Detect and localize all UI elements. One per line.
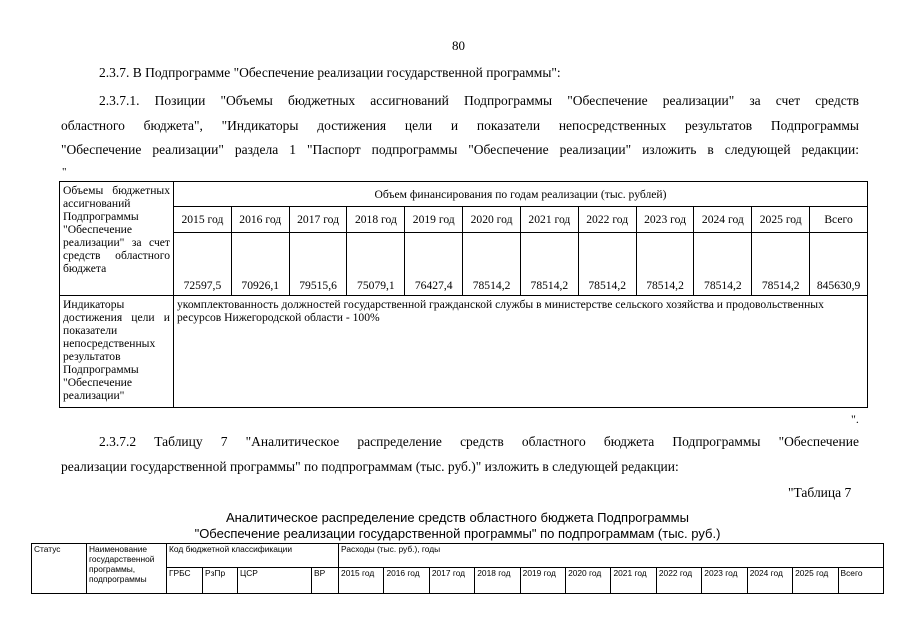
financing-header: Объем финансирования по годам реализации (тыс. рублей) <box>174 182 868 207</box>
year-cell: 2017 год <box>289 207 347 233</box>
year-col: 2023 год <box>702 568 747 594</box>
year-cell: 2023 год <box>636 207 694 233</box>
paragraph-2-3-7-2-line2: реализации государственной программы" по подпрограммам (тыс. руб.)" изложить в следующей редакции: <box>61 459 679 474</box>
code-col-grbs: ГРБС <box>167 568 203 594</box>
year-col: 2021 год <box>611 568 656 594</box>
indicators-label: Индикаторы достижения цели и показатели непосредственных результатов Подпрограммы "Обеспечение реализации" <box>60 296 174 408</box>
total-col: Всего <box>838 568 883 594</box>
value-cell: 76427,4 <box>405 233 463 296</box>
table-caption-line2: "Обеспечение реализации государственной программы" по подпрограммам (тыс. руб.) <box>194 526 721 541</box>
year-col: 2025 год <box>793 568 838 594</box>
value-cell: 79515,6 <box>289 233 347 296</box>
year-col: 2024 год <box>747 568 792 594</box>
total-value-cell: 845630,9 <box>810 233 868 296</box>
paragraph-2-3-7-1-line2: областного бюджета", "Индикаторы достижения цели и показатели непосредственных результатов Подпрограммы <box>61 118 859 133</box>
year-cell: 2019 год <box>405 207 463 233</box>
status-header: Статус <box>32 544 87 594</box>
total-header-cell: Всего <box>810 207 868 233</box>
code-header: Код бюджетной классификации <box>167 544 339 568</box>
value-cell: 78514,2 <box>578 233 636 296</box>
paragraph-2-3-7-2-line1: 2.3.7.2 Таблицу 7 "Аналитическое распределение средств областного бюджета Подпрограммы "Обеспечение <box>99 434 859 449</box>
name-header: Наименование государственной программы, подпрограммы <box>87 544 167 594</box>
year-col: 2020 год <box>566 568 611 594</box>
year-cell: 2021 год <box>520 207 578 233</box>
indicators-text: укомплектованность должностей государственной гражданской службы в министерстве сельского хозяйства и продовольственных ресурсов Нижегородской области - 100% <box>174 296 868 408</box>
page-number: 80 <box>452 38 465 53</box>
year-col: 2019 год <box>520 568 565 594</box>
year-cell: 2020 год <box>463 207 521 233</box>
code-col-vr: ВР <box>312 568 339 594</box>
year-col: 2015 год <box>339 568 384 594</box>
budget-allocation-label: Объемы бюджетных ассигнований Подпрограммы "Обеспечение реализации" за счет средств областного бюджета <box>60 182 174 296</box>
expenses-header: Расходы (тыс. руб.), годы <box>339 544 884 568</box>
open-quote: " <box>62 166 67 178</box>
passport-table <box>59 181 868 408</box>
year-cell: 2024 год <box>694 207 752 233</box>
value-cell: 78514,2 <box>463 233 521 296</box>
table-number-label: "Таблица 7 <box>788 485 852 500</box>
year-cell: 2016 год <box>231 207 289 233</box>
year-col: 2022 год <box>656 568 701 594</box>
value-cell: 75079,1 <box>347 233 405 296</box>
paragraph-2-3-7: 2.3.7. В Подпрограмме "Обеспечение реализации государственной программы": <box>99 65 561 80</box>
distribution-table <box>31 543 884 594</box>
value-cell: 78514,2 <box>520 233 578 296</box>
value-cell: 78514,2 <box>694 233 752 296</box>
year-col: 2018 год <box>475 568 520 594</box>
year-cell: 2022 год <box>578 207 636 233</box>
year-col: 2017 год <box>429 568 474 594</box>
year-cell: 2018 год <box>347 207 405 233</box>
value-cell: 78514,2 <box>752 233 810 296</box>
code-col-rzpr: РзПр <box>203 568 238 594</box>
code-col-csr: ЦСР <box>238 568 312 594</box>
value-cell: 70926,1 <box>231 233 289 296</box>
value-cell: 78514,2 <box>636 233 694 296</box>
paragraph-2-3-7-1-line3: "Обеспечение реализации" раздела 1 "Паспорт подпрограммы "Обеспечение реализации" изложить в следующей редакции: <box>61 142 859 157</box>
table-caption-line1: Аналитическое распределение средств областного бюджета Подпрограммы <box>226 510 689 525</box>
value-cell: 72597,5 <box>174 233 232 296</box>
year-cell: 2025 год <box>752 207 810 233</box>
paragraph-2-3-7-1-line1: 2.3.7.1. Позиции "Объемы бюджетных ассигнований Подпрограммы "Обеспечение реализации" за счет средств <box>99 93 859 108</box>
close-quote: ". <box>851 412 859 426</box>
year-col: 2016 год <box>384 568 429 594</box>
year-cell: 2015 год <box>174 207 232 233</box>
